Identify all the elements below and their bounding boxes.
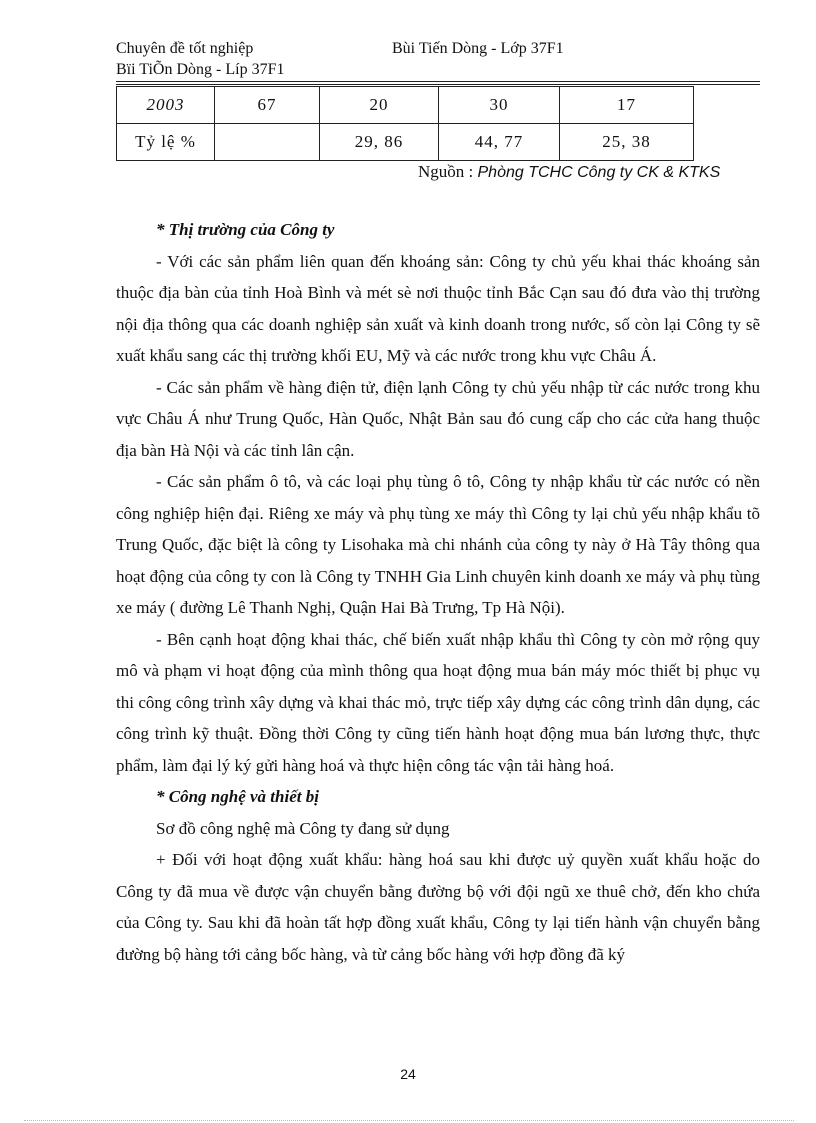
page-number: 24 xyxy=(400,1066,416,1082)
paragraph: - Bên cạnh hoạt động khai thác, chế biến xuất nhập khẩu thì Công ty còn mở rộng quy mô và phạm vi hoạt động của mình thông qua hoạt động mua bán máy móc thiết bị phục vụ thi công công trình xây dựng và khai thác mỏ, trực tiếp xây dựng các công trình dân dụng, các công trình kỹ thuật. Đồng thời Công ty cũng tiến hành hoạt động mua bán lương thực, thực phẩm, làm đại lý ký gửi hàng hoá và thực hiện công tác vận tải hàng hoá. xyxy=(116,629,760,775)
table-cell: 30 xyxy=(439,87,560,124)
paragraph: - Các sản phẩm ô tô, và các loại phụ tùng ô tô, Công ty nhập khẩu từ các nước có nền công nghiệp hiện đại. Riêng xe máy và phụ tùng xe máy thì Công ty lại chủ yếu nhập khẩu tõ Trung Quốc, đặc biệt là công ty Lisohaka mà chi nhánh của công ty này ở Hà Tây thông qua hoạt động của công ty con là Công ty TNHH Gia Linh chuyên kinh doanh xe máy và phụ tùng xe máy ( đường Lê Thanh Nghị, Quận Hai Bà Trưng, Tp Hà Nội). xyxy=(116,472,760,617)
header-author: Bùi Tiến Dòng - Lớp 37F1 xyxy=(392,40,564,57)
header-rule-top xyxy=(116,81,760,82)
header-author-garbled: Bïi TiÕn Dòng - Líp 37F1 xyxy=(116,61,285,78)
table-cell: 17 xyxy=(560,87,694,124)
footer-divider xyxy=(24,1120,794,1121)
table-cell: 2003 xyxy=(117,87,215,124)
paragraph: - Các sản phẩm về hàng điện tử, điện lạnh Công ty chủ yếu nhập từ các nước trong khu vực Châu Á như Trung Quốc, Hàn Quốc, Nhật Bản sau đó cung cấp cho các cửa hang thuộc địa bàn Hà Nội và các tỉnh lân cận. xyxy=(116,377,760,460)
table-cell: 44, 77 xyxy=(439,124,560,161)
table-cell: Tỷ lệ % xyxy=(117,124,215,161)
paragraph: - Với các sản phẩm liên quan đến khoáng sản: Công ty chủ yếu khai thác khoáng sản thuộc địa bàn của tỉnh Hoà Bình và mét sè nơi thuộc tỉnh Bắc Cạn sau đó đưa vào thị trường nội địa thông qua các doanh nghiệp sản xuất và kinh doanh trong nước, số còn lại Công ty sẽ xuất khẩu sang các thị trường khối EU, Mỹ và các nước trong khu vực Châu Á. xyxy=(116,251,760,365)
header-rule-bottom xyxy=(116,84,760,85)
table-source xyxy=(418,162,720,182)
section-heading-market: * Thị trường của Công ty xyxy=(156,220,335,239)
table-cell: 29, 86 xyxy=(320,124,439,161)
table-row xyxy=(117,124,694,161)
statistics-table xyxy=(116,86,694,161)
table-cell: 20 xyxy=(320,87,439,124)
paragraph: + Đối với hoạt động xuất khẩu: hàng hoá sau khi được uỷ quyền xuất khẩu hoặc do Công ty đã mua về được vận chuyển bằng đường bộ với đội ngũ xe thuê chở, đến kho chứa của Công ty. Sau khi đã hoàn tất hợp đồng xuất khẩu, Công ty lại tiến hành vận chuyển bằng đường bộ hàng tới cảng bốc hàng, và từ cảng bốc hàng với hợp đồng đã ký xyxy=(116,850,760,964)
document-body xyxy=(116,214,760,970)
table-row xyxy=(117,87,694,124)
source-label: Nguồn : xyxy=(418,162,478,181)
table-cell: 25, 38 xyxy=(560,124,694,161)
section-heading-technology: * Công nghệ và thiết bị xyxy=(156,787,319,806)
source-text: Phòng TCHC Công ty CK & KTKS xyxy=(477,164,721,181)
paragraph: Sơ đồ công nghệ mà Công ty đang sử dụng xyxy=(156,818,450,838)
header-course-title: Chuyên đề tốt nghiệp xyxy=(116,40,254,57)
table-cell xyxy=(215,124,320,161)
table-cell: 67 xyxy=(215,87,320,124)
